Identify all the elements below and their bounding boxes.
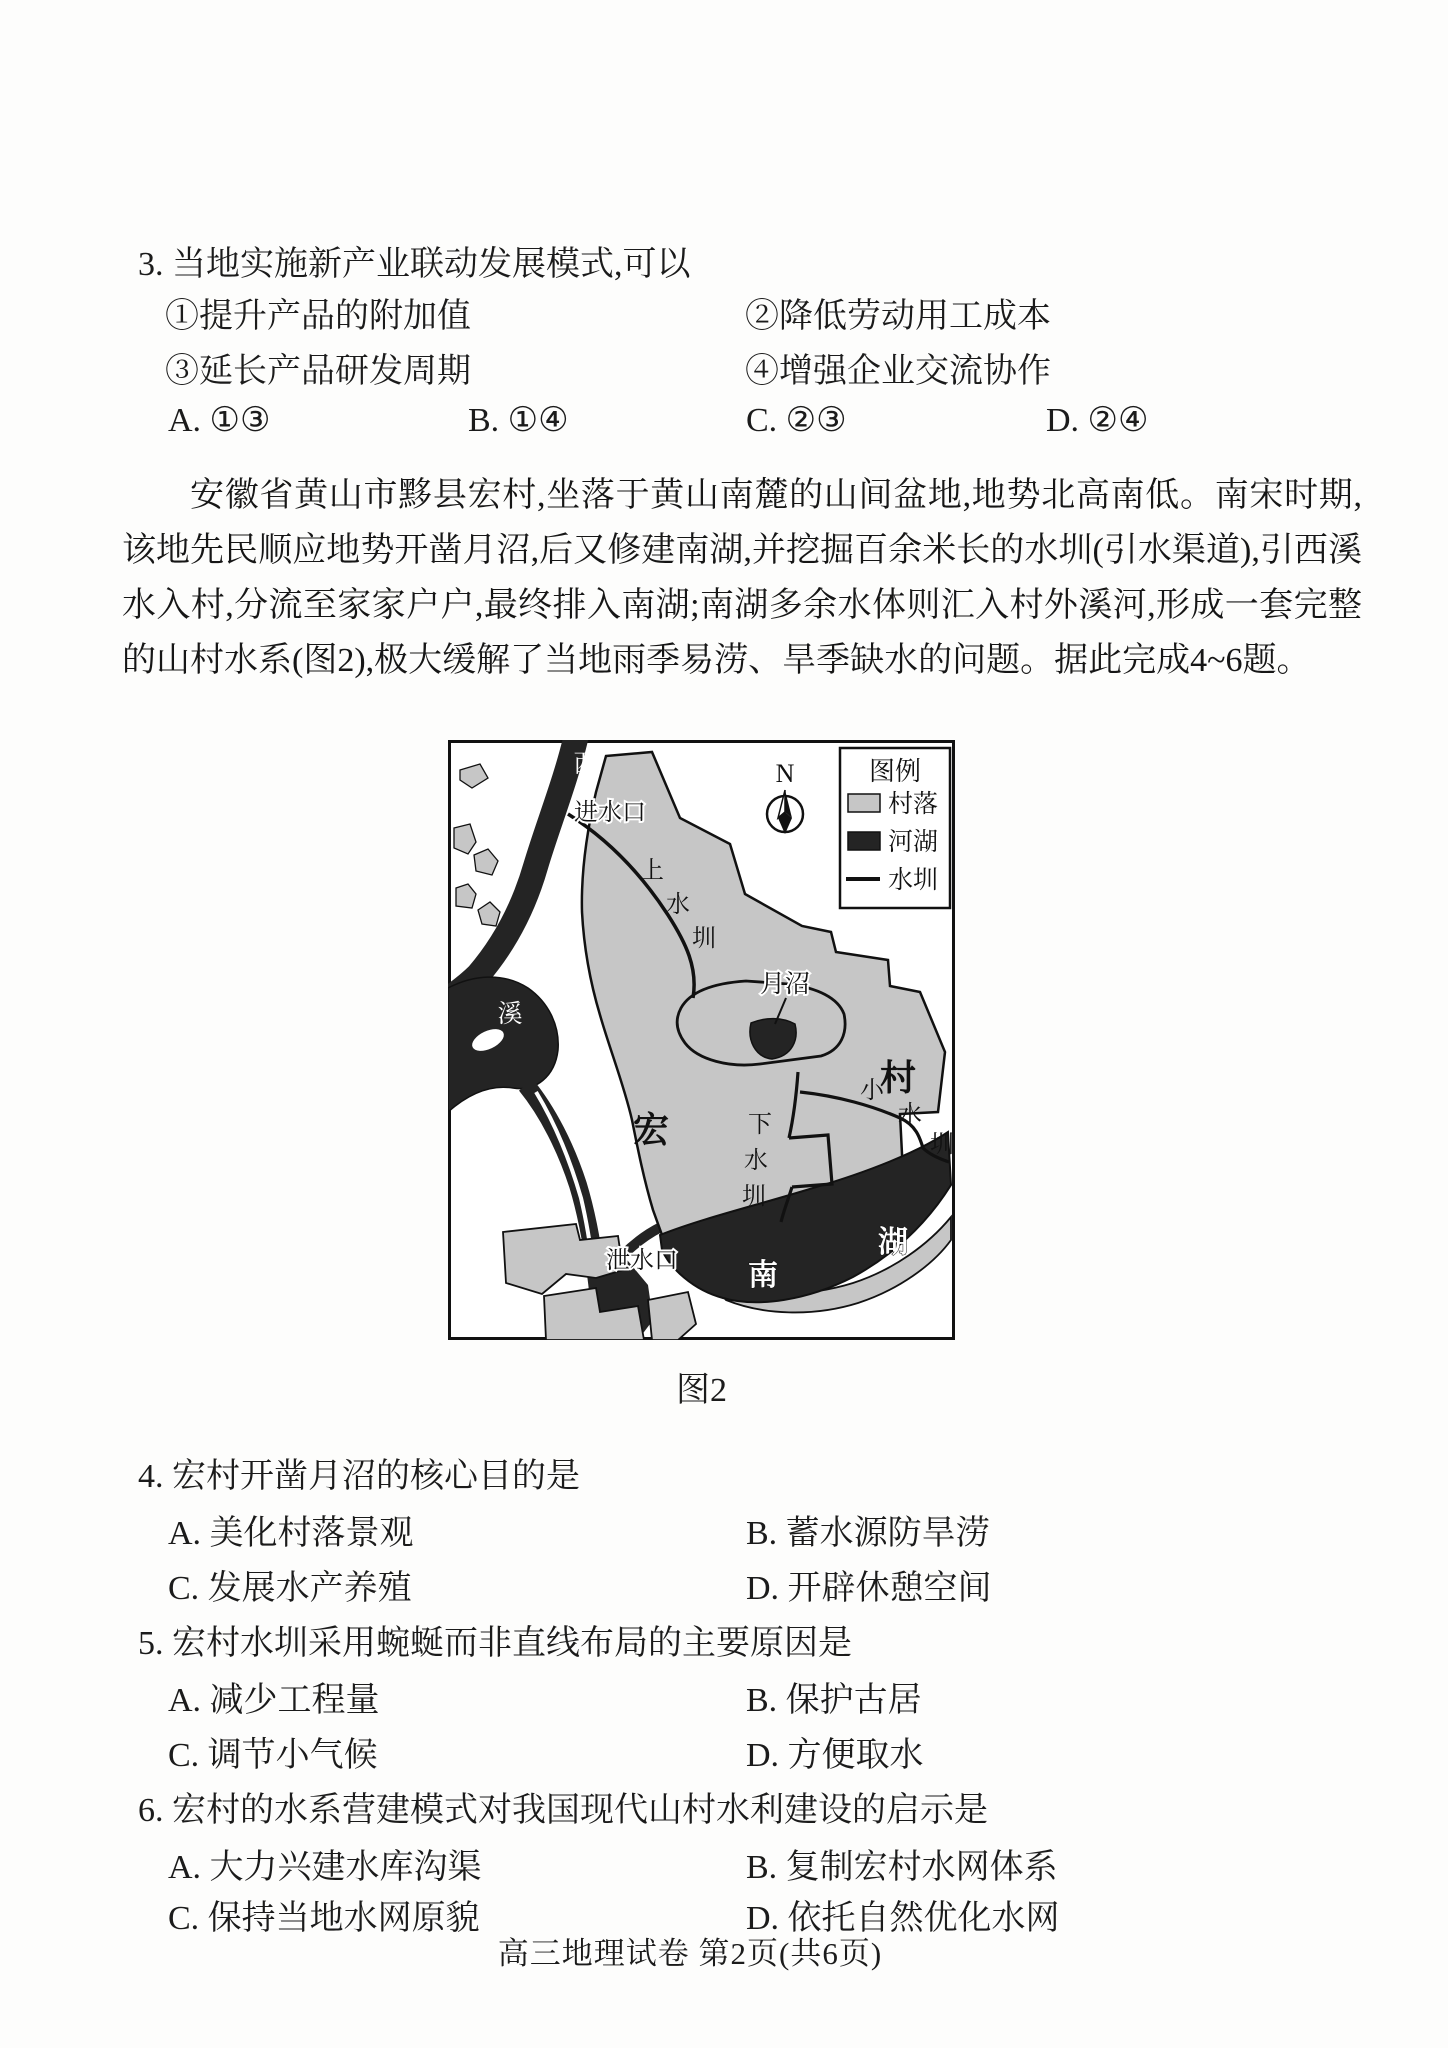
q5-option-a: A. 减少工程量	[168, 1682, 380, 1719]
lower-channel-label-3: 圳	[742, 1184, 766, 1210]
small-channel-label-2: 水	[898, 1102, 922, 1128]
q3-answer-b: B. ①④	[468, 402, 569, 439]
moon-pond-label: 月沼	[760, 971, 811, 998]
legend-river-swatch	[848, 832, 880, 850]
q5-option-d: D. 方便取水	[746, 1737, 924, 1774]
small-channel-label-3: 圳	[930, 1132, 954, 1158]
q6-option-b: B. 复制宏村水网体系	[746, 1849, 1058, 1886]
question-4-stem: 4. 宏村开凿月沼的核心目的是	[138, 1458, 580, 1495]
lower-channel-label-2: 水	[744, 1148, 768, 1174]
lower-channel-label-1: 下	[748, 1112, 772, 1138]
hong-label: 宏	[633, 1110, 670, 1150]
lake-label-nan: 南	[748, 1259, 778, 1292]
upper-channel-label-1: 上	[640, 858, 664, 884]
stream-label: 溪	[497, 1001, 523, 1028]
q4-option-a: A. 美化村落景观	[168, 1515, 414, 1552]
q3-option-4: ④增强企业交流协作	[745, 353, 1051, 390]
figure-caption: 图2	[676, 1372, 727, 1409]
q3-answer-a: A. ①③	[168, 402, 271, 439]
small-channel-label-1: 小	[860, 1078, 884, 1104]
upper-channel-label-2: 水	[666, 892, 690, 918]
legend-river-label: 河湖	[888, 829, 939, 856]
xi-label: 西	[573, 751, 599, 778]
legend-village-label: 村落	[888, 791, 939, 818]
q3-answer-d: D. ②④	[1046, 402, 1149, 439]
q4-option-c: C. 发展水产养殖	[168, 1570, 412, 1607]
q5-option-c: C. 调节小气候	[168, 1737, 378, 1774]
legend-box	[840, 748, 950, 908]
legend-title: 图例	[868, 757, 922, 786]
cun-label: 村	[880, 1058, 917, 1098]
page-footer: 高三地理试卷 第2页(共6页)	[497, 1936, 883, 1971]
inlet-label: 进水口	[574, 800, 646, 826]
upper-channel-label-3: 圳	[692, 926, 716, 952]
svg-text:N: N	[775, 759, 795, 788]
q3-option-2: ②降低劳动用工成本	[745, 298, 1051, 335]
question-5-stem: 5. 宏村水圳采用蜿蜒而非直线布局的主要原因是	[138, 1625, 852, 1662]
q6-option-d: D. 依托自然优化水网	[746, 1900, 1060, 1937]
legend-channel-label: 水圳	[888, 867, 939, 894]
q6-option-a: A. 大力兴建水库沟渠	[168, 1849, 482, 1886]
q3-option-3: ③延长产品研发周期	[165, 353, 471, 390]
passage-text: 安徽省黄山市黟县宏村,坐落于黄山南麓的山间盆地,地势北高南低。南宋时期,该地先民顺应地势开凿月沼,后又修建南湖,并挖掘百余米长的水圳(引水渠道),引西溪水入村,分流至家家户户,最终排入南湖;南湖多余水体则汇入村外溪河,形成一套完整的山村水系(图2),极大缓解了当地雨季易涝、旱季缺水的问题。据此完成4~6题。	[122, 477, 1362, 679]
q5-option-b: B. 保护古居	[746, 1682, 922, 1719]
hongcun-map-figure	[448, 740, 955, 1340]
question-3-stem: 3. 当地实施新产业联动发展模式,可以	[138, 246, 691, 283]
question-6-stem: 6. 宏村的水系营建模式对我国现代山村水利建设的启示是	[138, 1792, 988, 1829]
q3-answer-c: C. ②③	[746, 402, 847, 439]
q3-option-1: ①提升产品的附加值	[165, 298, 471, 335]
q4-option-d: D. 开辟休憩空间	[746, 1570, 992, 1607]
outlet-label: 泄水口	[606, 1248, 678, 1274]
q6-option-c: C. 保持当地水网原貌	[168, 1900, 480, 1937]
q4-option-b: B. 蓄水源防旱涝	[746, 1515, 990, 1552]
lake-label-hu: 湖	[878, 1226, 908, 1259]
legend-village-swatch	[848, 794, 880, 812]
